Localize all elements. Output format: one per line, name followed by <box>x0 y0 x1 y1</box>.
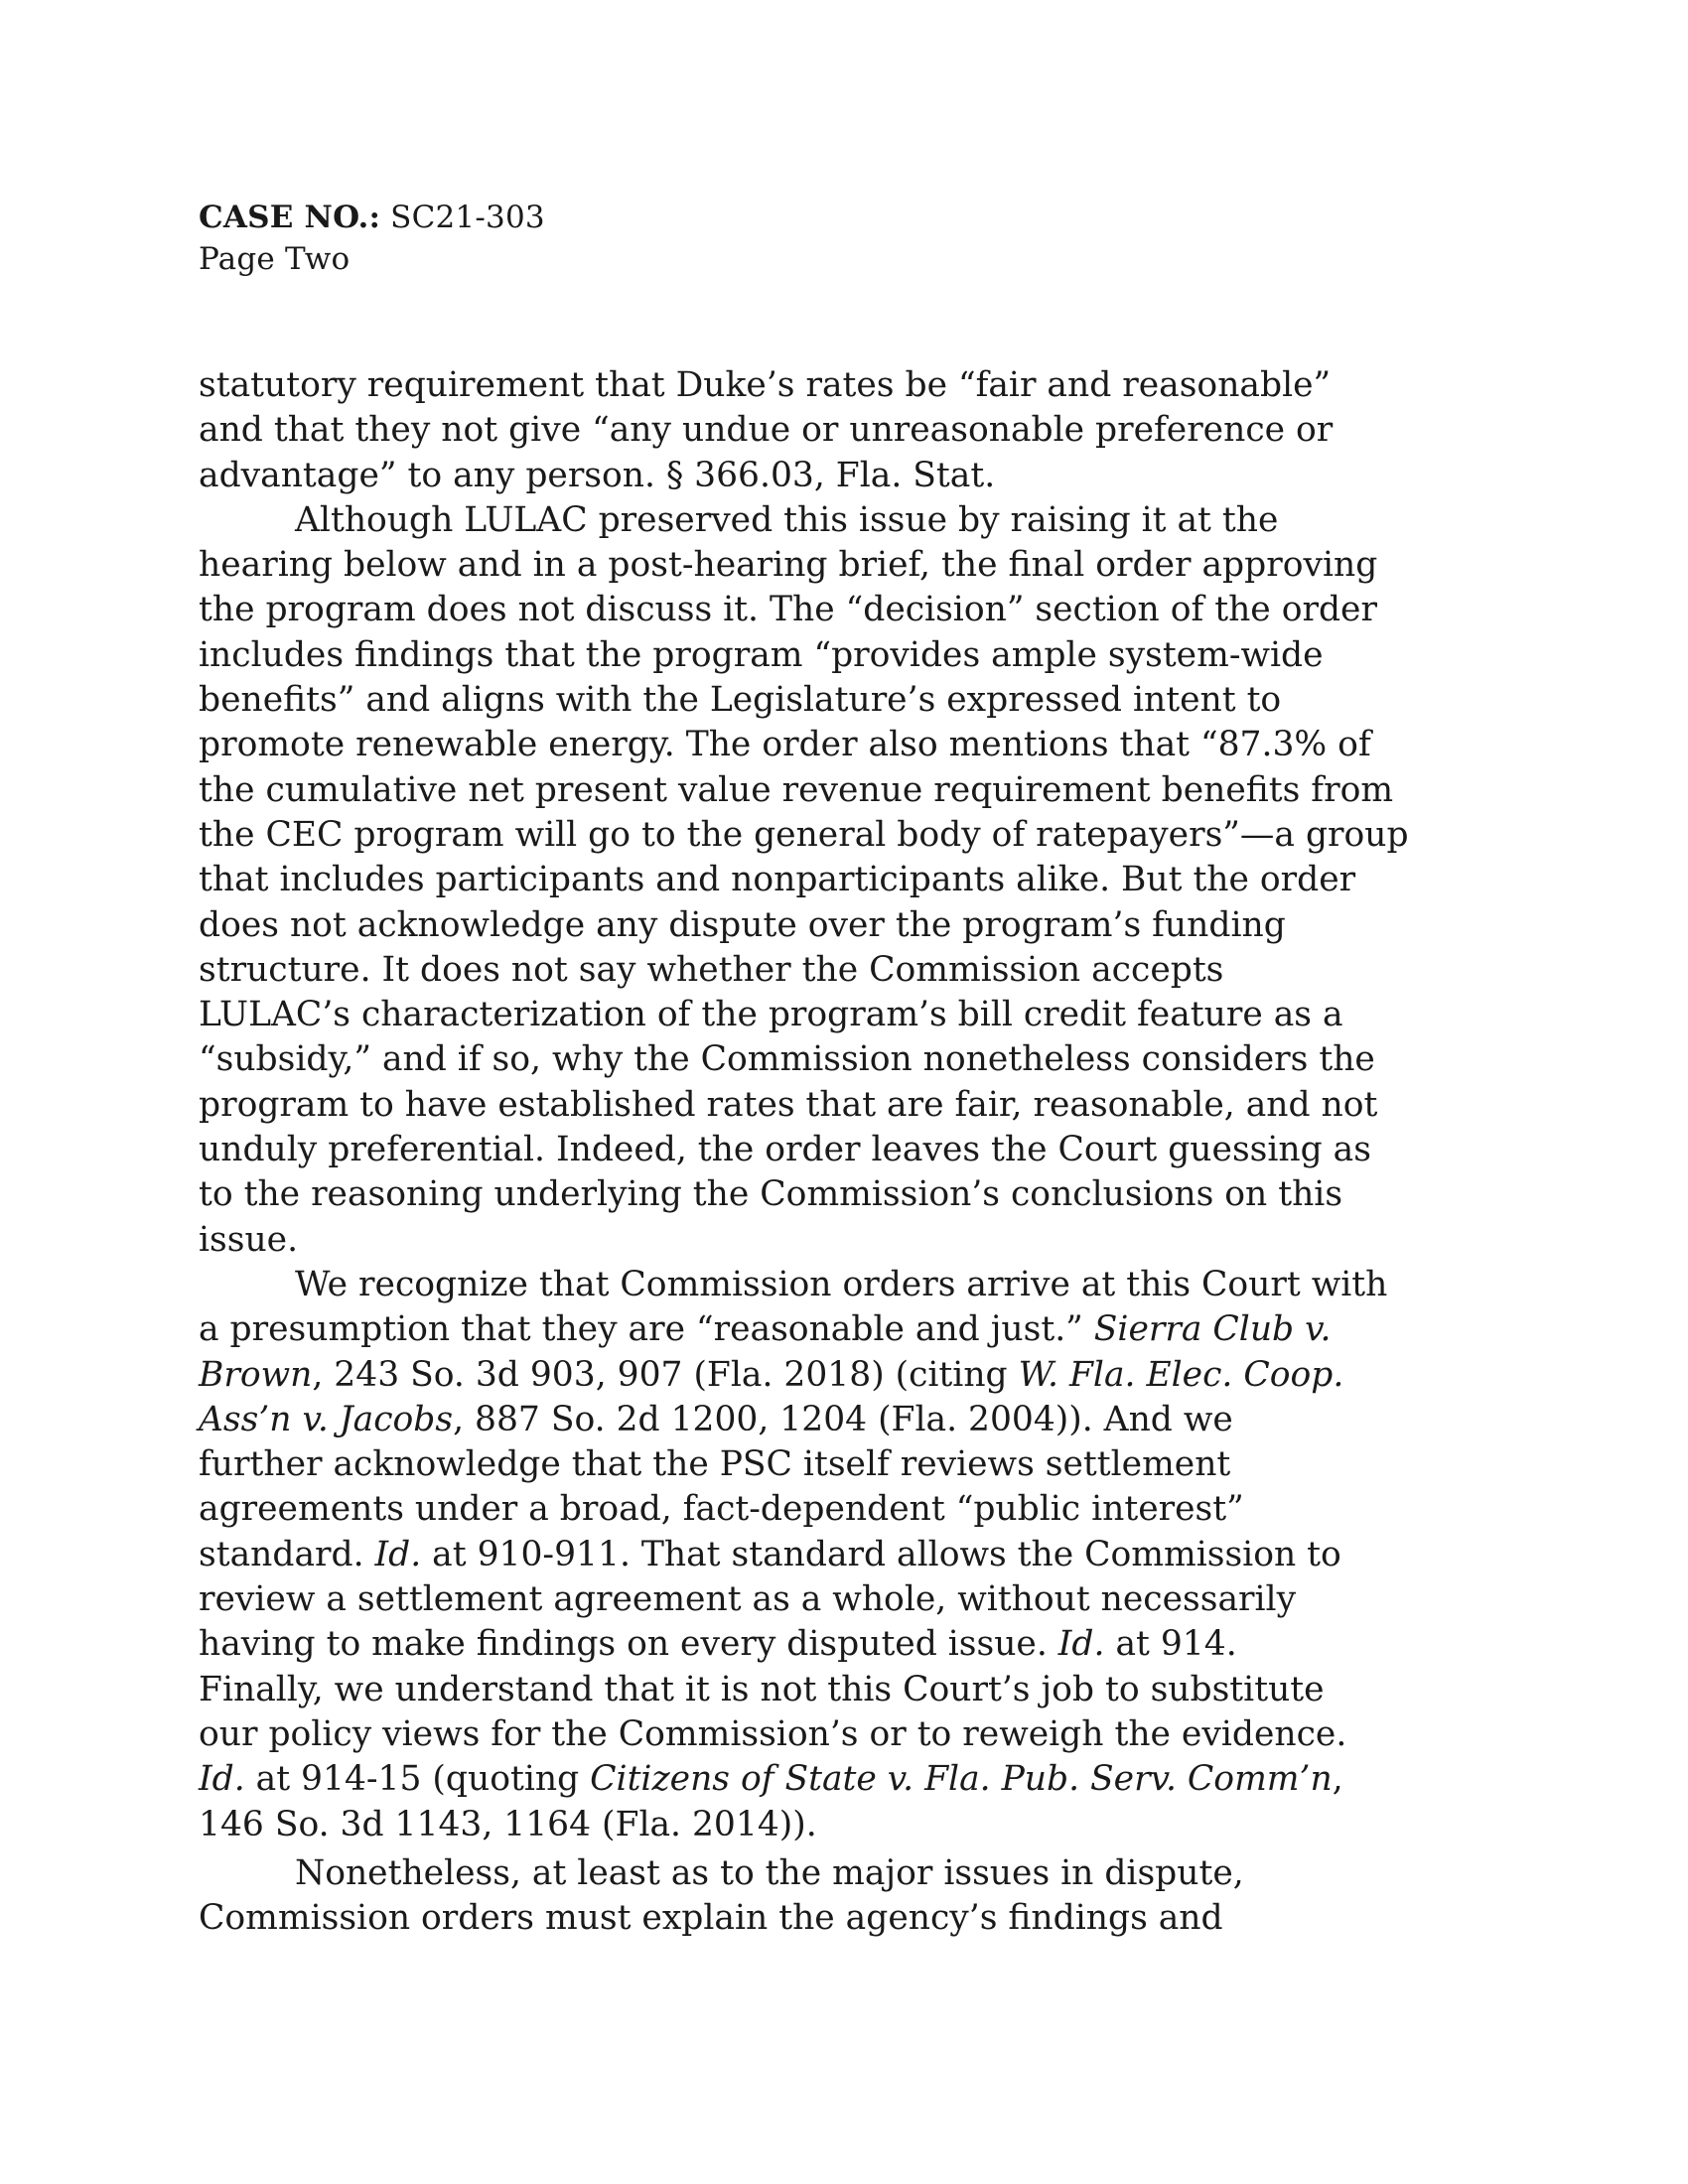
paragraph-4 <box>199 1851 1489 1942</box>
text-run: a presumption that they are “reasonable and just.” <box>199 1309 1094 1350</box>
text-line <box>199 1533 1489 1577</box>
text-line: Commission orders must explain the agency’s findings and <box>199 1898 1223 1939</box>
text-line: further acknowledge that the PSC itself reviews settlement <box>199 1444 1231 1485</box>
case-number: SC21-303 <box>390 200 545 235</box>
text-line <box>199 1622 1489 1667</box>
text-line: issue. <box>199 1219 299 1260</box>
text-run: , <box>1332 1759 1343 1800</box>
text-line: unduly preferential. Indeed, the order leaves the Court guessing as <box>199 1130 1371 1170</box>
id-citation: Id. <box>374 1534 422 1574</box>
text-line: and that they not give “any undue or unreasonable preference or <box>199 410 1334 451</box>
text-run: at 914. <box>1104 1624 1237 1665</box>
text-line: Although LULAC preserved this issue by raising it at the <box>295 499 1279 540</box>
text-line: the CEC program will go to the general body of ratepayers”—a group <box>199 814 1409 855</box>
text-line <box>199 1757 1489 1802</box>
text-line: advantage” to any person. § 366.03, Fla. Stat. <box>199 455 996 495</box>
text-line: agreements under a broad, fact-dependent “public interest” <box>199 1489 1244 1530</box>
text-run: having to make findings on every disputed issue. <box>199 1624 1058 1665</box>
text-line <box>199 1353 1489 1398</box>
case-number-line <box>199 197 545 238</box>
case-citation: Citizens of State v. Fla. Pub. Serv. Comm’n <box>590 1759 1333 1800</box>
case-citation: W. Fla. Elec. Coop. <box>1018 1354 1344 1395</box>
id-citation: Id. <box>199 1759 245 1800</box>
text-run: at 914-15 (quoting <box>244 1759 591 1800</box>
case-citation: Sierra Club v. <box>1093 1309 1332 1350</box>
text-line: review a settlement agreement as a whole, without necessarily <box>199 1579 1297 1620</box>
text-line <box>199 1398 1489 1442</box>
text-line: includes findings that the program “provides ample system-wide <box>199 634 1324 675</box>
text-line <box>199 1307 1489 1352</box>
text-line: program to have established rates that are fair, reasonable, and not <box>199 1084 1378 1125</box>
text-line: 146 So. 3d 1143, 1164 (Fla. 2014)). <box>199 1804 817 1844</box>
text-line: the program does not discuss it. The “decision” section of the order <box>199 590 1377 630</box>
text-line: Nonetheless, at least as to the major issues in dispute, <box>295 1852 1244 1893</box>
text-line: promote renewable energy. The order also mentions that “87.3% of <box>199 725 1371 765</box>
opinion-body <box>199 363 1489 1941</box>
id-citation: Id. <box>1057 1624 1105 1665</box>
text-line: hearing below and in a post-hearing brief, the final order approving <box>199 545 1378 586</box>
text-line: benefits” and aligns with the Legislature’s expressed intent to <box>199 680 1282 721</box>
case-number-label: CASE NO.: <box>199 200 381 235</box>
text-run: , 243 So. 3d 903, 907 (Fla. 2018) (citing <box>312 1354 1019 1395</box>
page-header <box>199 197 545 280</box>
case-citation: Brown <box>199 1354 313 1395</box>
text-line: “subsidy,” and if so, why the Commission nonetheless considers the <box>199 1039 1375 1080</box>
text-line: structure. It does not say whether the Commission accepts <box>199 949 1224 990</box>
text-line: does not acknowledge any dispute over the program’s funding <box>199 904 1286 945</box>
paragraph-1 <box>199 363 1489 498</box>
paragraph-2 <box>199 498 1489 1263</box>
text-run: , 887 So. 2d 1200, 1204 (Fla. 2004)). And we <box>453 1399 1233 1439</box>
text-line: We recognize that Commission orders arrive at this Court with <box>295 1264 1388 1304</box>
text-line: to the reasoning underlying the Commission’s conclusions on this <box>199 1174 1343 1215</box>
paragraph-3 <box>199 1263 1489 1847</box>
text-run: at 910-911. That standard allows the Commission to <box>421 1534 1341 1574</box>
text-run: standard. <box>199 1534 375 1574</box>
case-citation: Ass’n v. Jacobs <box>199 1399 454 1439</box>
text-line: Finally, we understand that it is not this Court’s job to substitute <box>199 1669 1325 1709</box>
text-line: that includes participants and nonparticipants alike. But the order <box>199 860 1356 900</box>
text-line: LULAC’s characterization of the program’s bill credit feature as a <box>199 995 1343 1035</box>
text-line: our policy views for the Commission’s or to reweigh the evidence. <box>199 1713 1347 1754</box>
text-line: the cumulative net present value revenue requirement benefits from <box>199 769 1394 810</box>
text-line: statutory requirement that Duke’s rates be “fair and reasonable” <box>199 365 1332 405</box>
page-label: Page Two <box>199 241 351 277</box>
